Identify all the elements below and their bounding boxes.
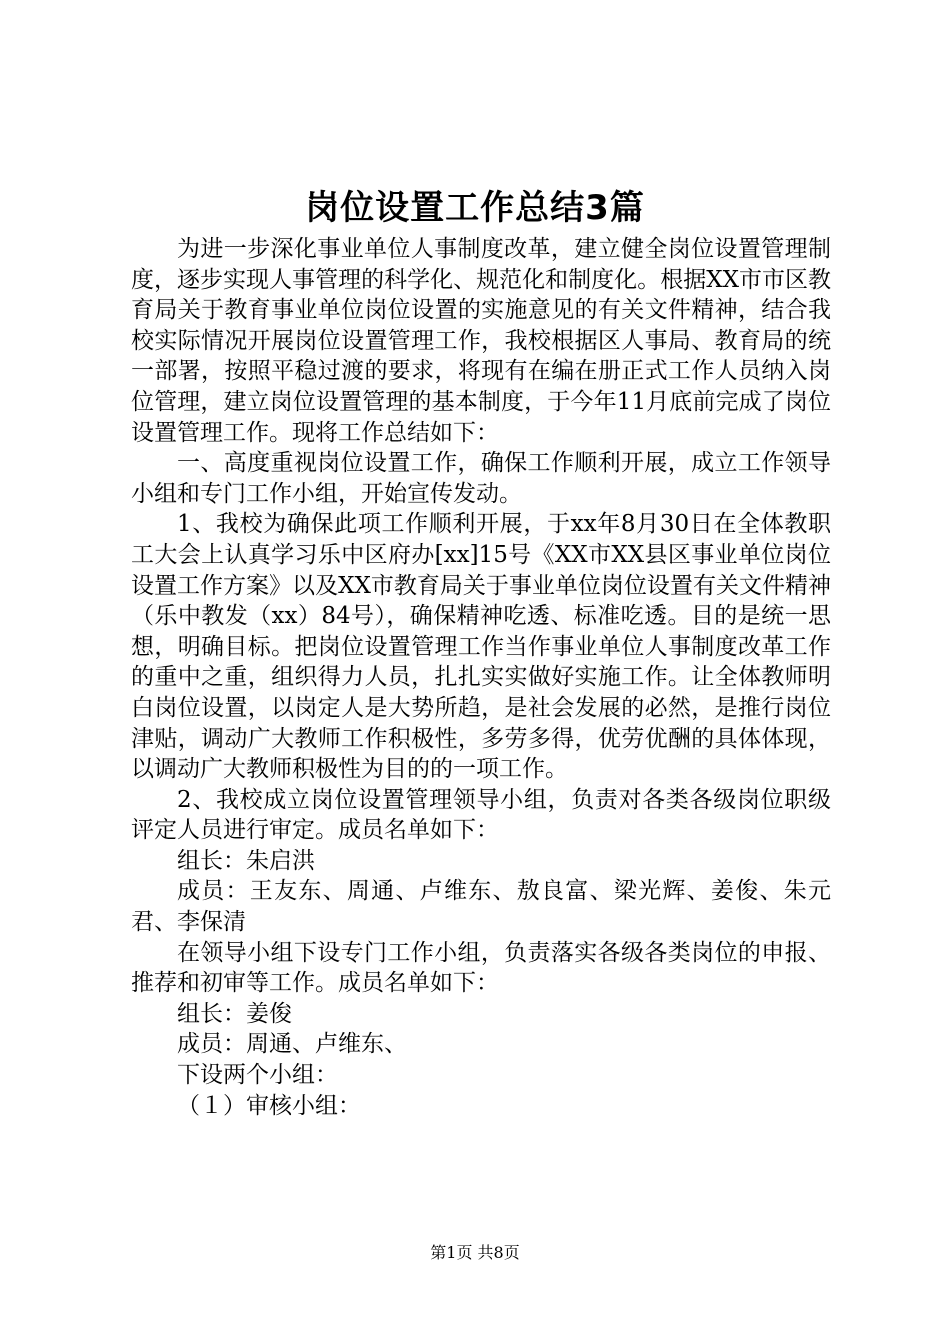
paragraph-review-group: （１）审核小组： bbox=[177, 1092, 361, 1119]
document-body bbox=[131, 234, 831, 1121]
paragraph-intro: 为进一步深化事业单位人事制度改革，建立健全岗位设置管理制度，逐步实现人事管理的科学化、规范化和制度化。根据XX市市区教育局关于教育事业单位岗位设置的实施意见的有关文件精神，结合我校实际情况开展岗位设置管理工作，我校根据区人事局、教育局的统一部署，按照平稳过渡的要求，将现有在编在册正式工作人员纳入岗位管理，建立岗位设置管理的基本制度，于今年11月底前完成了岗位设置管理工作。现将工作总结如下： bbox=[131, 236, 831, 446]
paragraph-working-leader: 组长：姜俊 bbox=[177, 1000, 292, 1027]
paragraph-subgroups: 下设两个小组： bbox=[177, 1062, 338, 1089]
page-footer: 第1页 共8页 bbox=[430, 1243, 520, 1262]
paragraph-working-group: 在领导小组下设专门工作小组，负责落实各级各类岗位的申报、推荐和初审等工作。成员名单如下： bbox=[131, 939, 831, 997]
paragraph-members: 成员：王友东、周通、卢维东、敖良富、梁光辉、姜俊、朱元君、李保清 bbox=[131, 878, 831, 936]
paragraph-section-1: 一、高度重视岗位设置工作，确保工作顺利开展，成立工作领导小组和专门工作小组，开始宣传发动。 bbox=[131, 450, 831, 507]
paragraph-leader: 组长：朱启洪 bbox=[177, 847, 315, 874]
paragraph-working-members: 成员：周通、卢维东、 bbox=[177, 1031, 407, 1058]
document-title: 岗位设置工作总结3篇 bbox=[305, 188, 645, 228]
paragraph-item-1: 1、我校为确保此项工作顺利开展，于xx年8月30日在全体教职工大会上认真学习乐中区府办[xx]15号《XX市XX县区事业单位岗位设置工作方案》以及XX市教育局关于事业单位岗位设置有关文件精神（乐中教发（xx）84号），确保精神吃透、标准吃透。目的是统一思想，明确目标。把岗位设置管理工作当作事业单位人事制度改革工作的重中之重，组织得力人员，扎扎实实做好实施工作。让全体教师明白岗位设置，以岗定人是大势所趋，是社会发展的必然，是推行岗位津贴，调动广大教师工作积极性，多劳多得，优劳优酬的具体体现，以调动广大教师积极性为目的的一项工作。 bbox=[131, 511, 831, 783]
paragraph-item-2: 2、我校成立岗位设置管理领导小组，负责对各类各级岗位职级评定人员进行审定。成员名单如下： bbox=[131, 786, 831, 844]
